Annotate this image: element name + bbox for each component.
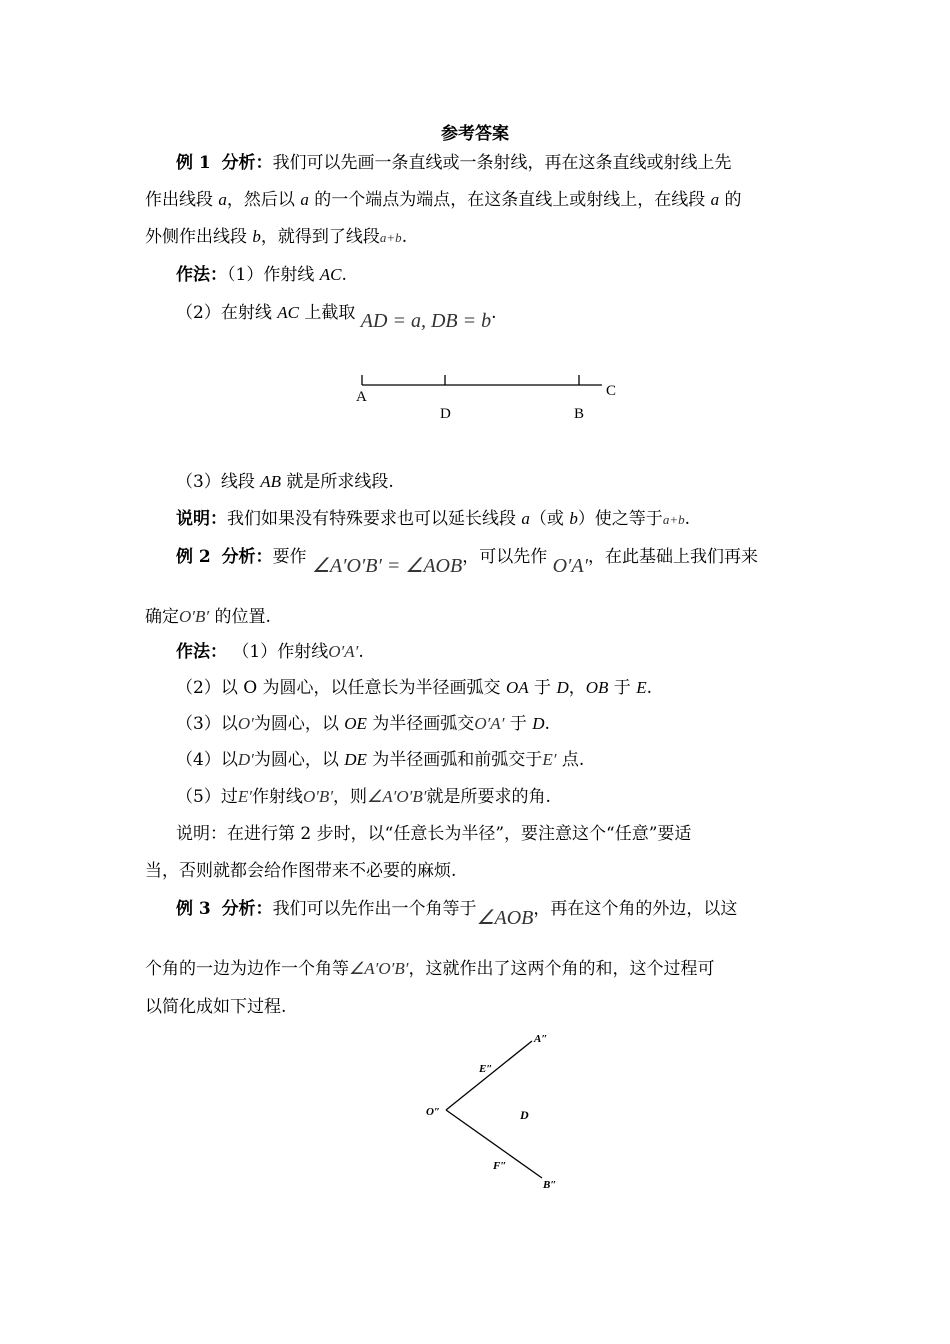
label-d: D (440, 406, 451, 422)
text: ，然后以 (226, 190, 301, 210)
math-expr: E′ (542, 750, 557, 769)
math-expr: AD = a, DB = b (360, 310, 492, 332)
ex3-label: 例 3 (176, 899, 211, 919)
var: E (636, 678, 647, 697)
math-expr: E′ (237, 787, 252, 806)
label-f2: F″ (493, 1160, 507, 1172)
page-title: 参考答案 (441, 124, 509, 144)
ex1-step3 (176, 471, 394, 493)
ex1-p1: 我们可以先画一条直线或一条射线，再在这条直线或射线上先 (272, 153, 732, 173)
text: . (358, 642, 364, 662)
text: （3）线段 (176, 472, 261, 492)
text: 外侧作出线段 (145, 227, 253, 247)
math-expr: a+b (662, 512, 685, 527)
text: （2）以 O 为圆心，以任意长为半径画弧交 (176, 678, 506, 698)
ex1-method-label: 作法： (176, 265, 227, 285)
ex2-step5 (176, 786, 551, 808)
text: 于 (504, 714, 533, 734)
text: （5）过 (176, 787, 238, 807)
var: OE (344, 714, 367, 733)
text: （或 (529, 509, 570, 529)
text: 点. (556, 750, 585, 770)
math-expr: ∠A′O′B′ (367, 787, 427, 806)
ex1-step1 (176, 264, 347, 286)
var-a: a (218, 190, 227, 209)
text: 就是所求线段. (281, 472, 394, 492)
math-expr: O′A′ (474, 714, 505, 733)
ex1-step2 (176, 301, 497, 332)
text: ，可以先作 (462, 547, 553, 567)
text: ，就得到了线段 (260, 227, 380, 247)
text: 于 (608, 678, 637, 698)
ex1-analysis-line1 (176, 152, 732, 174)
ex2-analysis-line1 (176, 545, 759, 577)
text: 作出线段 (145, 190, 219, 210)
ex1-analysis-label: 分析： (221, 153, 273, 173)
text: 个角的一边为边作一个角等 (145, 959, 349, 979)
ex1-analysis-line3 (145, 226, 407, 249)
text: 的一个端点为端点，在这条直线上或射线上，在线段 (308, 190, 711, 210)
text: 为圆心，以 (253, 714, 345, 734)
ex2-step1 (176, 641, 364, 663)
ex2-analysis-line2 (145, 606, 271, 628)
text: . (544, 714, 550, 734)
var-ac: AC (277, 303, 299, 322)
math-expr: D′ (237, 750, 254, 769)
ex2-note-line1: 说明：在进行第 2 步时，以“任意长为半径”，要注意这个“任意”要适 (176, 824, 692, 844)
ex1-note (176, 508, 690, 531)
math-expr: ∠A′O′B′ (349, 959, 409, 978)
ex1-note-label: 说明： (176, 509, 227, 529)
math-expr: O′A′ (552, 555, 589, 577)
text: （1）作射线 (227, 265, 320, 285)
var-b: b (569, 509, 578, 528)
text: 我们可以先作出一个角等于 (272, 899, 477, 919)
label-b: B (574, 406, 585, 422)
text: 作射线 (251, 787, 303, 807)
ex1-analysis-line2 (145, 189, 742, 211)
var: DE (344, 750, 367, 769)
var-b: b (252, 227, 261, 246)
text: （4）以 (176, 750, 238, 770)
text: . (684, 509, 690, 529)
ex1-label: 例 1 (176, 153, 211, 173)
ex2-label: 例 2 (176, 547, 211, 567)
ex2-step2 (176, 677, 652, 699)
label-a2: A″ (534, 1033, 548, 1045)
segment-figure (340, 365, 640, 425)
var: D (532, 714, 545, 733)
var-ac: AC (319, 265, 342, 284)
ex3-analysis-label: 分析： (221, 899, 273, 919)
text: . (491, 303, 497, 323)
text: 为半径画弧和前弧交于 (366, 750, 543, 770)
text: 确定 (145, 607, 179, 627)
label-d: D (520, 1108, 529, 1122)
var: D (556, 678, 569, 697)
text: . (401, 227, 408, 247)
text: 的 (719, 190, 742, 210)
ex2-method-label: 作法： (176, 642, 227, 662)
label-e2: E″ (479, 1063, 493, 1075)
var-ab: AB (260, 472, 282, 491)
angle-figure (410, 1025, 590, 1195)
ex3-analysis-line3: 以简化成如下过程. (145, 997, 287, 1017)
var-a: a (300, 190, 309, 209)
text: 要作 (272, 547, 312, 567)
ex2-note-line2: 当，否则就都会给作图带来不必要的麻烦. (145, 861, 457, 881)
ex2-step3 (176, 713, 550, 735)
math-expr: ∠AOB (476, 907, 534, 929)
var: OB (585, 678, 609, 697)
math-expr: a+b (379, 230, 402, 245)
math-expr: O′B′ (179, 607, 210, 626)
text: （1）作射线 (232, 642, 329, 662)
text: 上截取 (298, 303, 361, 323)
text: ，再在这个角的外边，以这 (533, 899, 738, 919)
var-a: a (710, 190, 720, 209)
var: OA (505, 678, 529, 697)
var-a: a (521, 509, 530, 528)
text: ，在此基础上我们再来 (588, 547, 759, 567)
text: 于 (528, 678, 557, 698)
text: （3）以 (176, 714, 238, 734)
ex2-analysis-label: 分析： (221, 547, 273, 567)
text: 我们如果没有特殊要求也可以延长线段 (227, 509, 522, 529)
math-expr: O′B′ (302, 787, 334, 806)
label-c: C (606, 383, 617, 399)
text: 的位置. (209, 607, 271, 627)
ray-oa (446, 1041, 532, 1110)
text: （2）在射线 (176, 303, 278, 323)
text: . (646, 678, 653, 698)
math-expr: ∠A′O′B′ = ∠AOB (311, 555, 463, 577)
math-expr: O′ (237, 714, 254, 733)
text: 就是所要求的角. (426, 787, 551, 807)
text: 为圆心，以 (253, 750, 345, 770)
math-expr: O′A′ (328, 642, 359, 661)
label-b2: B″ (543, 1179, 557, 1191)
label-o2: O″ (426, 1106, 441, 1118)
ex2-step4 (176, 749, 584, 771)
text: 为半径画弧交 (366, 714, 475, 734)
ex3-analysis-line1 (176, 897, 738, 929)
text: ，这就作出了这两个角的和，这个过程可 (408, 959, 715, 979)
text: ）使之等于 (577, 509, 663, 529)
text: ， (568, 678, 586, 698)
label-a: A (356, 389, 367, 405)
ex3-analysis-line2 (145, 958, 714, 980)
text: ，则 (333, 787, 368, 807)
text: . (341, 265, 347, 285)
